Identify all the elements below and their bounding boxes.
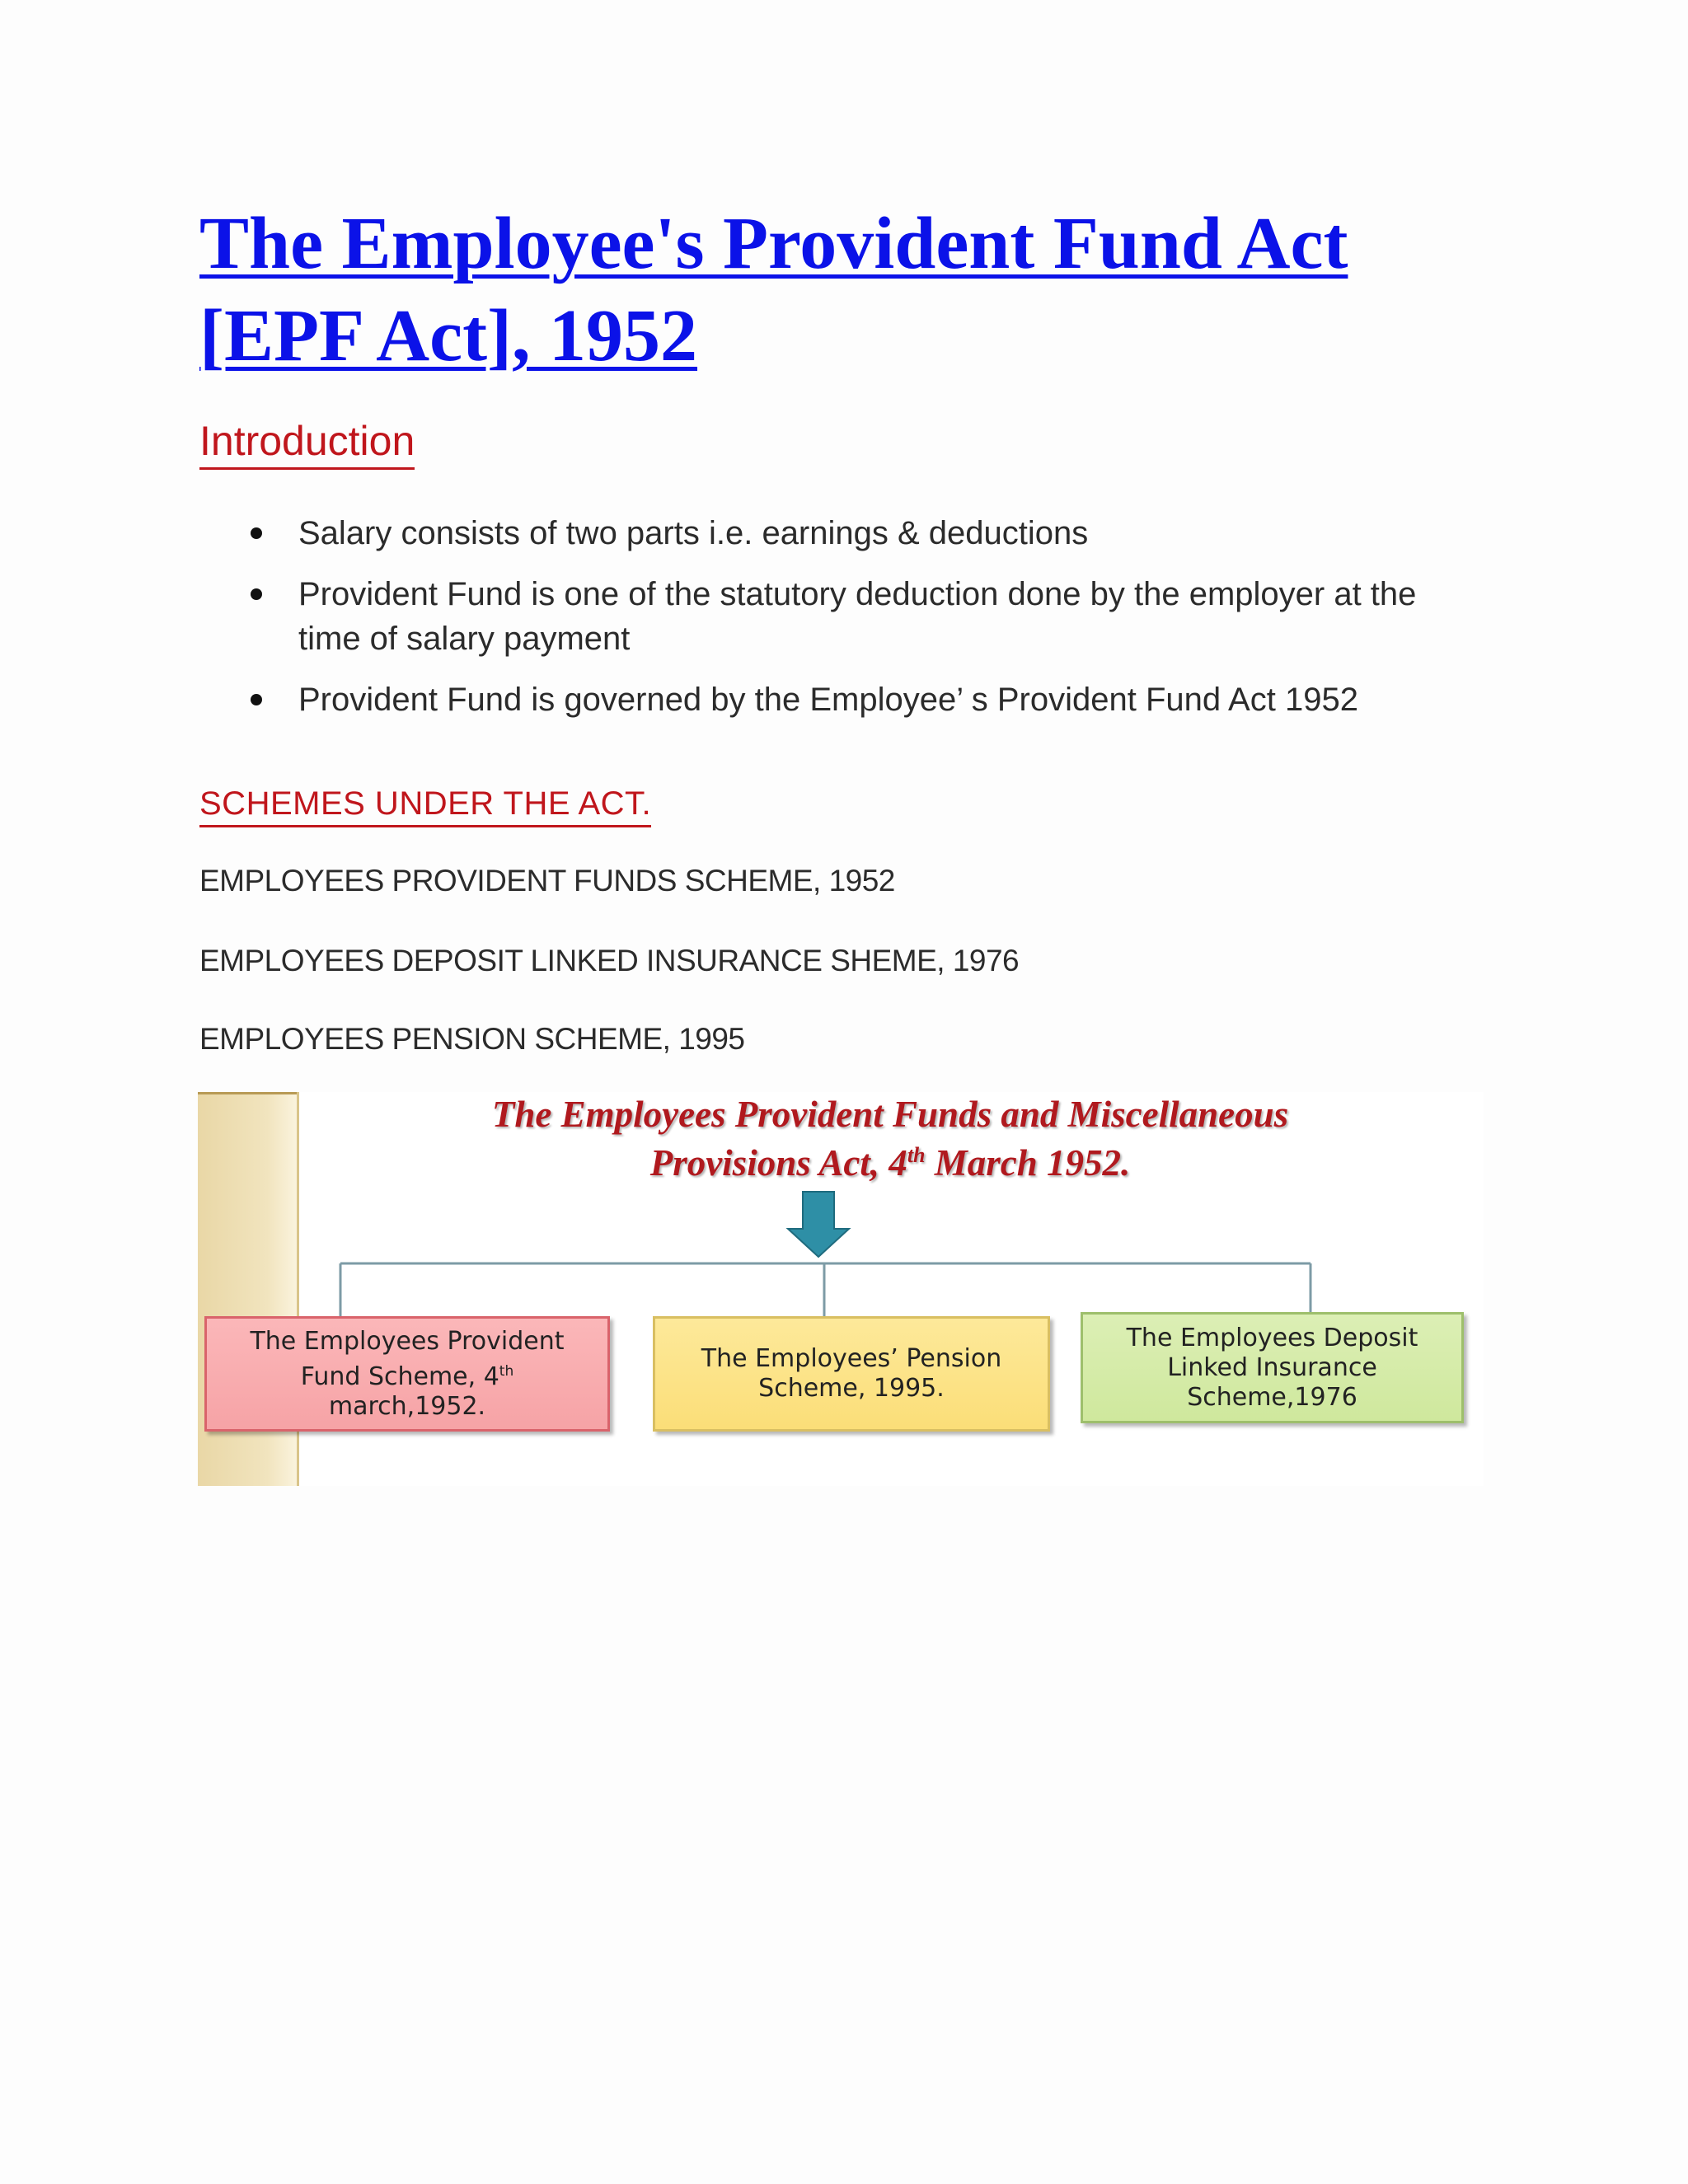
box-line [250, 1357, 564, 1392]
bullet-text: Salary consists of two parts i.e. earnings & deductions [298, 515, 1089, 551]
list-item [199, 511, 1485, 555]
scheme-item: EMPLOYEES PROVIDENT FUNDS SCHEME, 1952 [199, 864, 895, 898]
epf-act-diagram [198, 1092, 1484, 1486]
scheme-item: EMPLOYEES DEPOSIT LINKED INSURANCE SHEME, 1976 [199, 944, 1020, 977]
page-title [199, 198, 1535, 382]
bullet-icon [251, 527, 262, 539]
diagram-title-line-1: The Employees Provident Funds and Miscellaneous [491, 1094, 1289, 1135]
diagram-title-line-2-b: March 1952. [925, 1142, 1131, 1183]
introduction-heading: Introduction [199, 419, 415, 470]
box-line: The Employees’ Pension [701, 1344, 1002, 1373]
diagram-title-line-2-a: Provisions Act, 4 [649, 1142, 907, 1183]
page-title-line-1: The Employee's Provident Fund Act [199, 203, 1348, 284]
introduction-bullet-list [199, 511, 1485, 738]
box-line: The Employees Deposit [1126, 1323, 1418, 1352]
box-line: Scheme, 1995. [758, 1374, 945, 1403]
schemes-heading: SCHEMES UNDER THE ACT. [199, 785, 651, 827]
bullet-icon [251, 694, 262, 705]
list-item [199, 677, 1485, 722]
scheme-item: EMPLOYEES PENSION SCHEME, 1995 [199, 1022, 745, 1056]
arrow-down-icon [788, 1192, 849, 1257]
box-text [701, 1344, 1001, 1404]
diagram-box-provident-fund-scheme [204, 1316, 610, 1432]
page-title-line-2: [EPF Act], 1952 [199, 295, 698, 377]
diagram-title-superscript: th [907, 1143, 926, 1167]
box-line: march,1952. [328, 1391, 486, 1421]
bullet-icon [251, 588, 262, 600]
box-line: Scheme,1976 [1187, 1382, 1357, 1412]
bullet-text: Provident Fund is governed by the Employee’ s Provident Fund Act 1952 [298, 682, 1358, 718]
diagram-box-deposit-linked-insurance [1081, 1312, 1464, 1423]
box-line: The Employees Provident [250, 1326, 565, 1356]
diagram-box-pension-scheme [653, 1316, 1050, 1432]
box-text [1127, 1324, 1418, 1413]
box-line-part: Fund Scheme, 4 [300, 1361, 499, 1391]
box-text [250, 1327, 564, 1422]
box-line: Linked Insurance [1167, 1352, 1377, 1382]
list-item [199, 572, 1485, 661]
box-superscript: th [499, 1362, 514, 1380]
bullet-text: Provident Fund is one of the statutory deduction done by the employer at the time of salary payment [298, 576, 1417, 657]
